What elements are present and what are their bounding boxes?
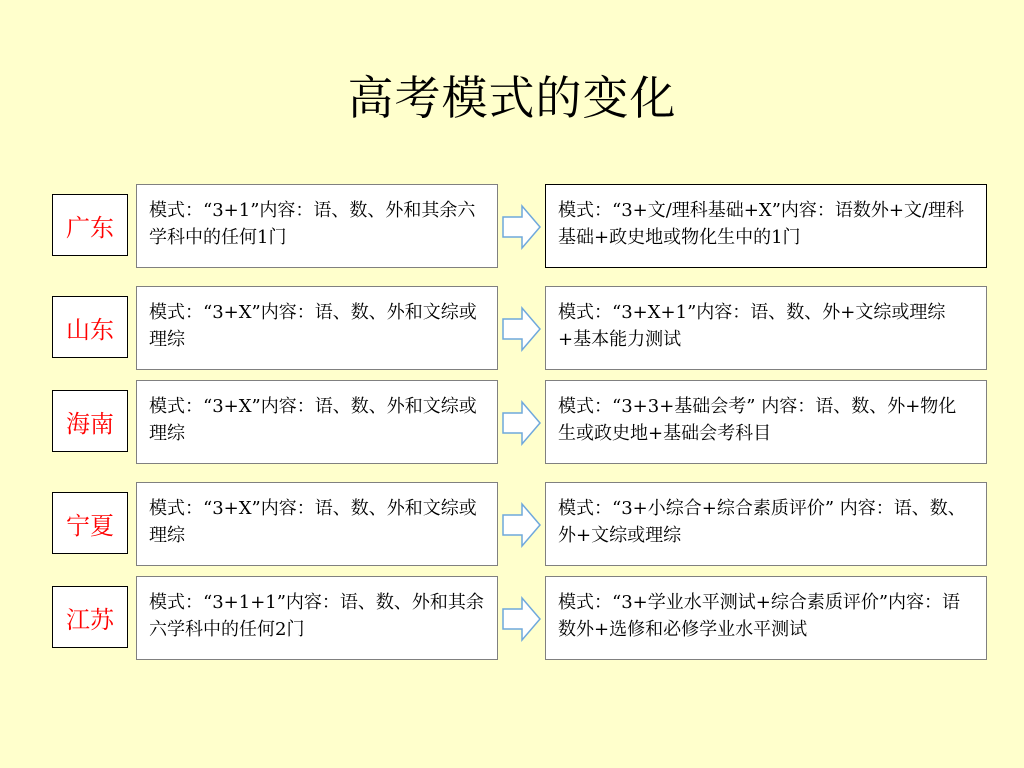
- arrow-right-icon: [502, 306, 542, 352]
- before-mode-box: 模式：“3+1”内容：语、数、外和其余六学科中的任何1门: [136, 184, 498, 268]
- page-title: 高考模式的变化: [347, 71, 677, 125]
- after-mode-box: 模式：“3+3+基础会考” 内容：语、数、外+物化生或政史地+基础会考科目: [545, 380, 987, 464]
- before-mode-box: 模式：“3+1+1”内容：语、数、外和其余六学科中的任何2门: [136, 576, 498, 660]
- arrow-right-icon: [502, 596, 542, 642]
- arrow-right-icon: [502, 502, 542, 548]
- province-label: 广东: [52, 194, 128, 256]
- before-mode-box: 模式：“3+X”内容：语、数、外和文综或理综: [136, 482, 498, 566]
- after-mode-box: 模式：“3+X+1”内容：语、数、外+文综或理综+基本能力测试: [545, 286, 987, 370]
- province-label: 山东: [52, 296, 128, 358]
- arrow-right-icon: [502, 204, 542, 250]
- before-mode-box: 模式：“3+X”内容：语、数、外和文综或理综: [136, 286, 498, 370]
- before-mode-box: 模式：“3+X”内容：语、数、外和文综或理综: [136, 380, 498, 464]
- province-label: 海南: [52, 390, 128, 452]
- after-mode-box: 模式：“3+文/理科基础+X”内容：语数外+文/理科基础+政史地或物化生中的1门: [545, 184, 987, 268]
- province-label: 宁夏: [52, 492, 128, 554]
- arrow-right-icon: [502, 400, 542, 446]
- after-mode-box: 模式：“3+小综合+综合素质评价” 内容：语、数、外+文综或理综: [545, 482, 987, 566]
- after-mode-box: 模式：“3+学业水平测试+综合素质评价”内容：语数外+选修和必修学业水平测试: [545, 576, 987, 660]
- province-label: 江苏: [52, 586, 128, 648]
